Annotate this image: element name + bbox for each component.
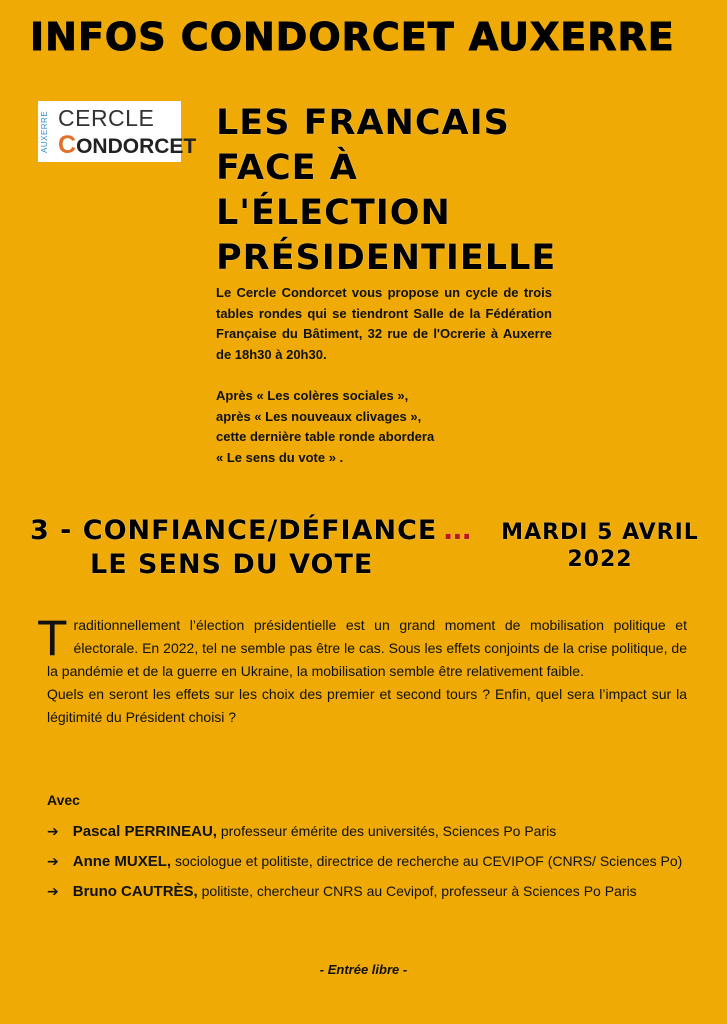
- session-theme: 3 - CONFIANCE/DÉFIANCE: [30, 515, 438, 546]
- logo-initial: C: [58, 131, 77, 159]
- drop-cap: T: [37, 610, 68, 666]
- description-text: raditionnellement l’élection présidentielle est un grand moment de mobilisation politique et électorale. En 2022, tel ne semble pas être le cas. Sous les effets conjoints de la crise politique, de la pandémie et de la guerre en Ukraine, la mobilisation semble être relativement faible.: [47, 617, 687, 679]
- speaker-item: [47, 881, 687, 902]
- page-title: INFOS CONDORCET AUXERRE: [30, 15, 675, 59]
- session-title: [30, 513, 490, 582]
- logo-line2-rest: ONDORCET: [76, 135, 197, 158]
- arrow-right-icon: ➔: [47, 883, 59, 899]
- intro-paragraph: Le Cercle Condorcet vous propose un cycle de trois tables rondes qui se tiendront Salle de la Fédération Française du Bâtiment, 32 rue de l'Ocrerie à Auxerre de 18h30 à 20h30.: [216, 285, 552, 362]
- intro-line: cette dernière table ronde abordera: [216, 429, 435, 444]
- speaker-item: [47, 851, 687, 872]
- speaker-description: sociologue et politiste, directrice de recherche au CEVIPOF (CNRS/ Sciences Po): [171, 853, 683, 869]
- cercle-condorcet-logo: [38, 101, 197, 162]
- speakers-label: Avec: [47, 792, 80, 808]
- event-title-line: LES FRANCAIS: [216, 103, 510, 143]
- intro-line: « Le sens du vote » .: [216, 449, 344, 465]
- session-dots: …: [443, 513, 472, 546]
- description-paragraph: Quels en seront les effets sur les choix des premier et second tours ? Enfin, quel sera l’impact sur la légitimité du Président choisi ?: [47, 686, 687, 725]
- speaker-description: professeur émérite des universités, Sciences Po Paris: [216, 823, 557, 839]
- description: [37, 610, 687, 729]
- logo-line1: CERCLE: [58, 105, 155, 131]
- event-title-line: PRÉSIDENTIELLE: [216, 238, 557, 278]
- description-paragraph: [37, 610, 687, 683]
- logo-line2: [58, 131, 196, 160]
- speaker-name: Bruno CAUTRÈS,: [72, 883, 198, 900]
- session-date-line1: MARDI 5 AVRIL: [501, 520, 699, 545]
- arrow-right-icon: ➔: [47, 853, 59, 869]
- event-title-line: L'ÉLECTION: [216, 193, 451, 233]
- speaker-name: Pascal PERRINEAU,: [72, 823, 217, 840]
- intro-line: après « Les nouveaux clivages »,: [216, 408, 422, 424]
- speaker-item: [47, 821, 687, 842]
- session-date: [500, 519, 700, 573]
- event-title: [216, 101, 576, 281]
- logo-city: AUXERRE: [40, 110, 49, 153]
- speaker-name: Anne MUXEL,: [72, 853, 172, 870]
- arrow-right-icon: ➔: [47, 823, 59, 839]
- session-date-line2: 2022: [567, 547, 633, 572]
- session-title-line2: LE SENS DU VOTE: [90, 549, 374, 580]
- intro-line: Après « Les colères sociales »,: [216, 388, 409, 403]
- intro-text: [216, 283, 552, 468]
- event-title-line: FACE À: [216, 148, 358, 188]
- speaker-description: politiste, chercheur CNRS au Cevipof, professeur à Sciences Po Paris: [197, 883, 637, 899]
- speakers-list: [47, 790, 687, 911]
- entry-note: - Entrée libre -: [319, 962, 408, 977]
- session-title-line1: [30, 513, 490, 548]
